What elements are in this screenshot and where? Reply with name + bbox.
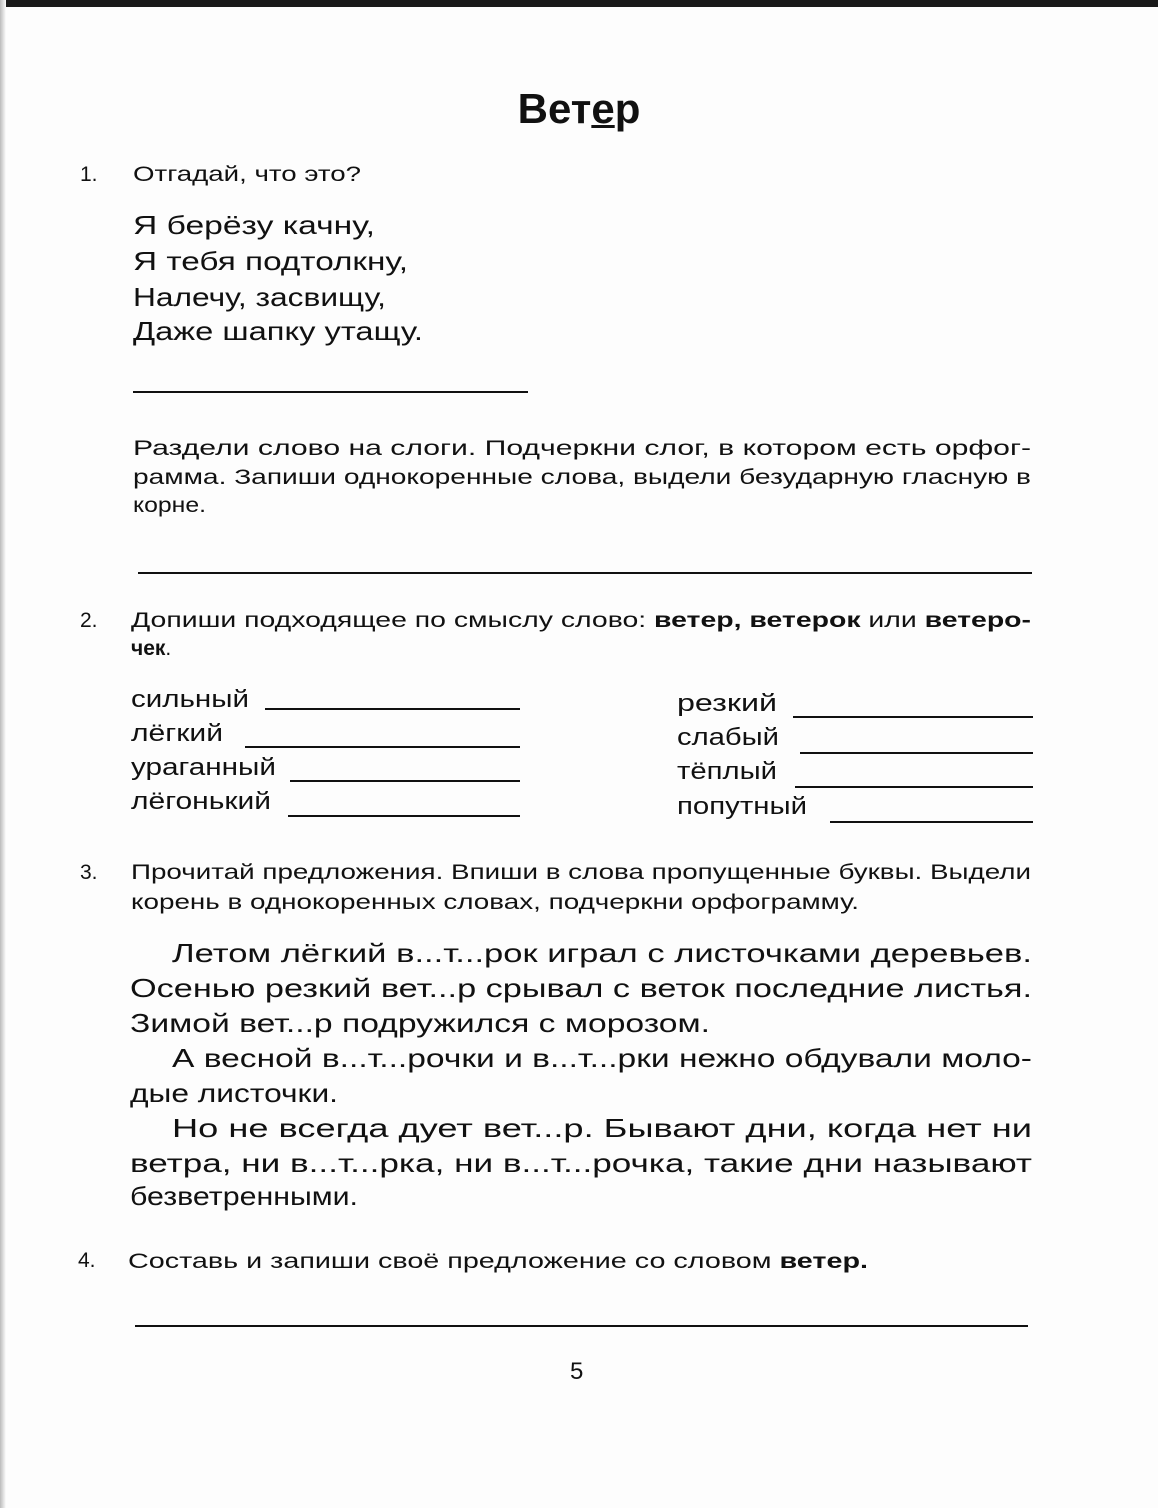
text-line: А весной в...т...рочки и в...т...рки нежно обдували моло-: [172, 1043, 1032, 1073]
task3-instruction-line: корень в однокоренных словах, подчеркни орфограмму.: [131, 891, 859, 914]
task2-instruction-line: [131, 610, 1031, 631]
page-number: 5: [570, 1358, 584, 1385]
text-line: безветренными.: [130, 1181, 358, 1211]
answer-line[interactable]: [138, 572, 1032, 574]
task1-number: 1.: [80, 163, 98, 186]
task1-instruction-line: Раздели слово на слоги. Подчеркни слог, в котором есть орфог-: [133, 437, 1031, 460]
title-part: р: [614, 85, 641, 132]
task3-number: 3.: [80, 861, 98, 884]
task1-instruction-line: рамма. Запиши однокоренные слова, выдели безударную гласную в: [133, 466, 1031, 489]
text-line: ветра, ни в...т...рка, ни в...т...рочка, такие дни называют: [130, 1148, 1032, 1178]
task2-text: .: [165, 637, 172, 660]
task4-instruction: [128, 1251, 868, 1272]
text-line: дые листочки.: [130, 1078, 338, 1108]
bold-word: ветерок: [749, 609, 861, 632]
task1-question: Отгадай, что это?: [133, 163, 361, 186]
task2-text: или: [860, 609, 925, 632]
adjective-left: сильный: [131, 686, 249, 713]
bold-word: чек: [131, 637, 166, 660]
adjective-left: ураганный: [131, 754, 276, 781]
answer-line[interactable]: [830, 821, 1033, 823]
text-line: Но не всегда дует вет...р. Бывают дни, когда нет ни: [172, 1113, 1032, 1143]
poem-line: Даже шапку утащу.: [133, 316, 423, 346]
scan-top-edge: [0, 0, 1158, 7]
task1-instruction-line: корне.: [133, 494, 206, 517]
text-line: Летом лёгкий в...т...рок играл с листочками деревьев.: [172, 938, 1032, 968]
adjective-right: попутный: [677, 793, 807, 820]
bold-word: ветер,: [654, 609, 742, 632]
poem-line: Налечу, засвищу,: [133, 282, 386, 312]
answer-line[interactable]: [245, 746, 520, 748]
task3-instruction-line: Прочитай предложения. Впиши в слова пропущенные буквы. Выдели: [131, 861, 1031, 884]
answer-line[interactable]: [288, 815, 520, 817]
text-line: Зимой вет...р подружился с морозом.: [130, 1008, 710, 1038]
task2-instruction-line: [131, 638, 171, 659]
answer-line[interactable]: [135, 1325, 1028, 1327]
adjective-right: резкий: [677, 690, 777, 717]
answer-line[interactable]: [793, 716, 1033, 718]
adjective-left: лёгонький: [131, 788, 271, 815]
adjective-right: слабый: [677, 724, 779, 751]
poem-line: Я тебя подтолкну,: [133, 246, 408, 276]
task4-number: 4.: [78, 1249, 96, 1272]
task2-text: Допиши подходящее по смыслу слово:: [131, 609, 655, 632]
text-line: Осенью резкий вет...р срывал с веток последние листья.: [130, 973, 1032, 1003]
answer-line[interactable]: [133, 391, 528, 393]
bold-word: ветер.: [779, 1250, 868, 1273]
title-underlined-letter: е: [591, 85, 615, 132]
task2-number: 2.: [80, 609, 98, 632]
adjective-right: тёплый: [677, 758, 777, 785]
scan-left-shadow: [0, 0, 6, 1508]
answer-line[interactable]: [265, 708, 520, 710]
answer-line[interactable]: [795, 786, 1033, 788]
page-title: [0, 85, 1158, 132]
poem-line: Я берёзу качну,: [133, 210, 375, 240]
adjective-left: лёгкий: [131, 720, 223, 747]
answer-line[interactable]: [290, 780, 520, 782]
bold-word: ветеро-: [924, 609, 1031, 632]
answer-line[interactable]: [800, 752, 1033, 754]
title-part: Вет: [517, 85, 592, 132]
task4-text: Составь и запиши своё предложение со словом: [128, 1250, 780, 1273]
